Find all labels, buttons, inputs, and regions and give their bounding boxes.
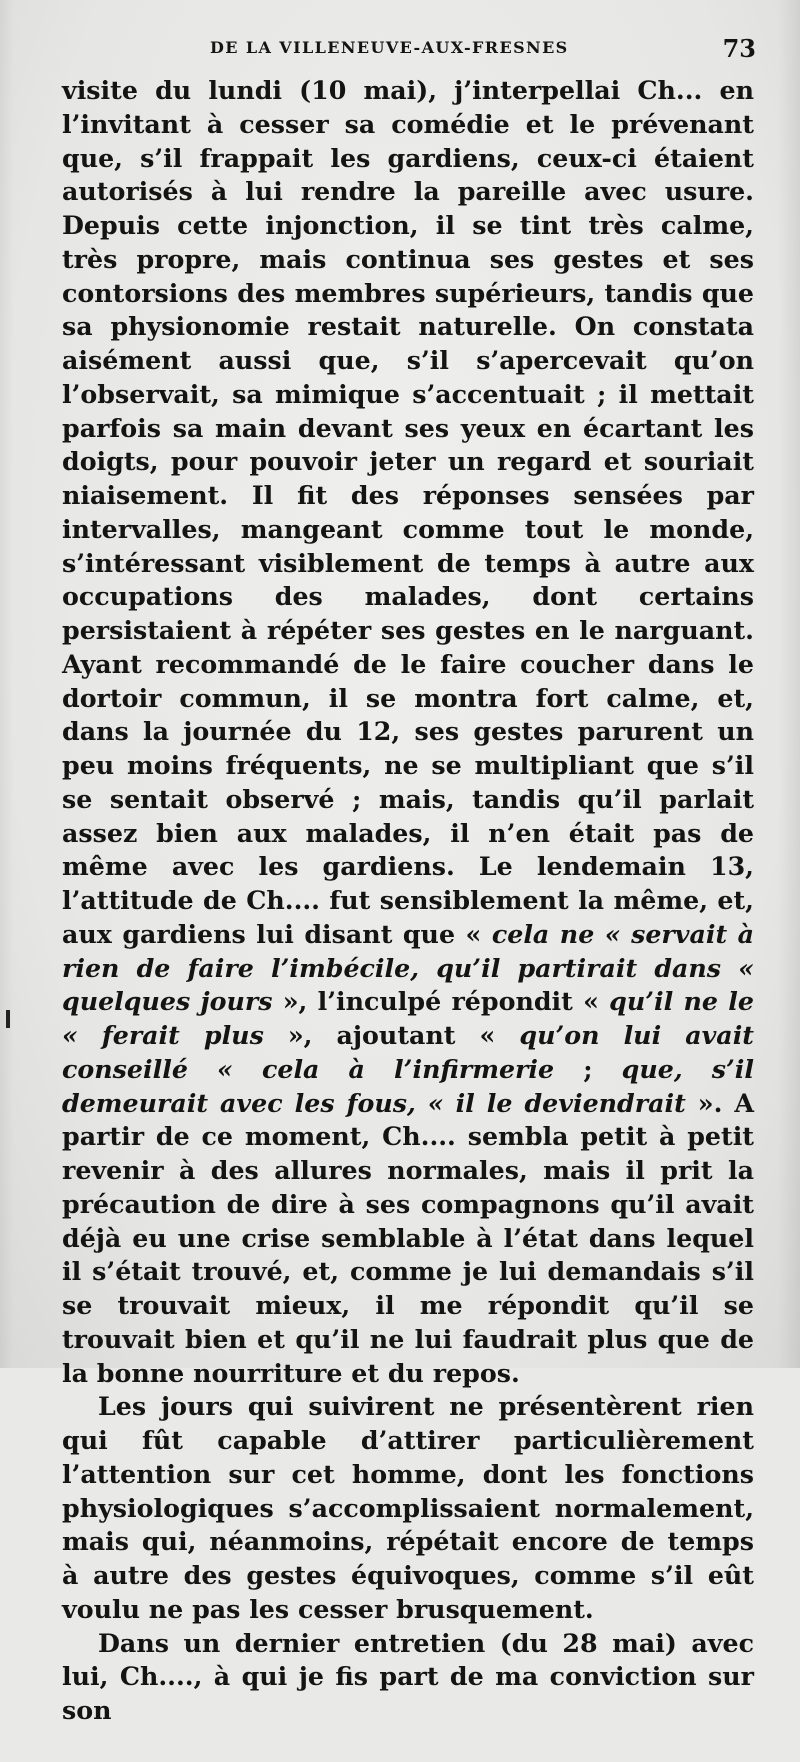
paragraph-1-text-a: visite du lundi (10 mai), j’interpellai Ch... en l’invitant à cesser sa comédie et le prévenant que, s’il frappait les gardiens, ceux-ci étaient autorisés à lui rendre la pareille avec usure. Depuis cette injonction, il se tint très calme, très propre, mais continua ses gestes et ses contorsions des membres supérieurs, tandis que sa physionomie restait naturelle. On constata aisément aussi que, s’il s’apercevait qu’on l’observait, sa mimique s’accentuait ; il mettait parfois sa main devant ses yeux en écartant les doigts, pour pouvoir jeter un regard et souriait niaisement. Il fit des réponses sensées par intervalles, mangeant comme tout le monde, s’intéressant visiblement de temps à autre aux occupations des malades, dont certains persistaient à répéter ses gestes en le narguant. Ayant recommandé de le faire coucher dans le dortoir commun, il se montra fort calme, et, dans la journée du 12, ses gestes parurent un peu moins fréquents, ne se multipliant que s’il se sentait observé ; mais, tandis qu’il parlait assez bien aux malades, il n’en était pas de même avec les gardiens. Le lendemain 13, l’attitude de Ch.... fut sensiblement la même, et, aux gardiens lui disant que « (62, 75, 754, 949)
paragraph-3: Dans un dernier entretien (du 28 mai) avec lui, Ch...., à qui je fis part de ma conviction sur son (62, 1627, 754, 1725)
page-number: 73 (722, 34, 756, 63)
page-gutter-shadow (778, 0, 800, 1368)
paragraph-1 (62, 74, 754, 1390)
paragraph-1-text-d: ; (554, 1053, 622, 1084)
running-title: DE LA VILLENEUVE-AUX-FRESNES (210, 38, 569, 57)
page-left-shadow (0, 0, 14, 1368)
paragraph-1-quote-2: qu’il ne le « ferait plus (62, 986, 754, 1050)
running-head (60, 34, 756, 64)
body-text (62, 74, 754, 1762)
paragraph-1-text-b: », l’inculpé répondit « (272, 986, 610, 1017)
paragraph-2: Les jours qui suivirent ne présentèrent rien qui fût capable d’attirer particulièrement l’attention sur cet homme, dont les fonctions physiologiques s’accomplissaient normalement, mais qui, néanmoins, répétait encore de temps à autre des gestes équivoques, comme s’il eût voulu ne pas les cesser brusquement. (62, 1391, 754, 1624)
paragraph-1-text-e: ». A partir de ce moment, Ch.... sembla petit à petit revenir à des allures normales, mais il prit la précaution de dire à ses compagnons qu’il avait déjà eu une crise semblable à l’état dans lequel il s’était trouvé, et, comme je lui demandais s’il se trouvait mieux, il me répondit qu’il se trouvait bien et qu’il ne lui faudrait plus que de la bonne nourriture et du repos. (62, 1087, 754, 1388)
paragraph-1-quote-1: cela ne « servait à rien de faire l’imbécile, qu’il partirait dans « quelques jours (62, 918, 755, 1017)
paragraph-1-quote-3: qu’on lui avait conseillé « cela à l’infirmerie (62, 1020, 754, 1084)
margin-mark (6, 1010, 10, 1028)
paragraph-1-text-c: », ajoutant « (263, 1020, 520, 1050)
paragraph-1-quote-4: que, s’il demeurait avec les fous, « il le deviendrait (62, 1053, 755, 1118)
